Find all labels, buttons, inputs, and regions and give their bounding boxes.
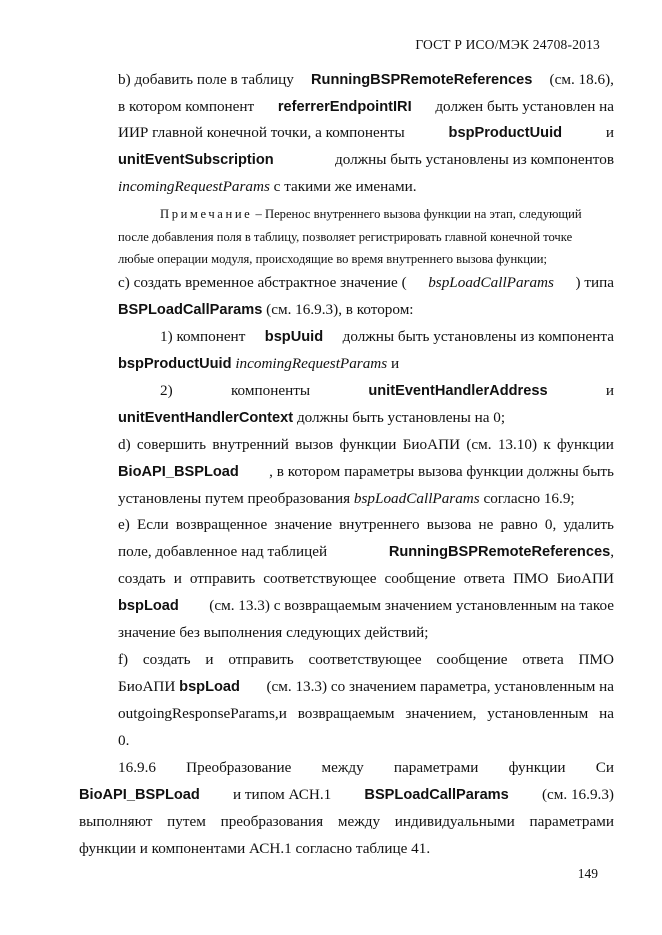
- text-line: [118, 97, 614, 117]
- word: и: [173, 570, 182, 587]
- term-bsp-load-call-params-type: BSPLoadCallParams: [118, 302, 263, 318]
- word: функции: [508, 759, 566, 776]
- note-label: Примечание: [160, 207, 253, 221]
- text-segment: должны быть установлены из компонента: [342, 328, 614, 345]
- term-incoming-request-params: incomingRequestParams: [231, 355, 388, 372]
- word: между: [337, 813, 381, 830]
- word: создать: [118, 570, 166, 587]
- standard-header: ГОСТ Р ИСО/МЭК 24708-2013: [415, 37, 600, 52]
- text-segment: , в котором параметры вызова функции должны быть: [269, 463, 614, 480]
- word: выполняют: [79, 813, 153, 830]
- text-segment: ) типа: [575, 274, 614, 291]
- text-line: [118, 650, 614, 670]
- text-line: [118, 569, 614, 589]
- word: соответствующее: [308, 651, 422, 668]
- word: Если: [136, 516, 169, 533]
- term-bspload: bspLoad: [118, 598, 179, 614]
- word: 0,: [544, 516, 557, 533]
- term-running-bsp-remote-references: RunningBSPRemoteReferences: [388, 544, 611, 560]
- term-bioapi-bspload: BioAPI_BSPLoad: [118, 464, 239, 480]
- word: соответствующее: [263, 570, 377, 587]
- word: внутреннего: [339, 516, 420, 533]
- text-line: [118, 515, 614, 535]
- term-referrer-endpoint-iri: referrerEndpointIRI: [277, 99, 412, 115]
- term-bsp-load-call-params: bspLoadCallParams: [353, 490, 480, 507]
- text-segment: компоненты: [230, 382, 311, 399]
- word: путем: [167, 813, 206, 830]
- page-number: 149: [577, 866, 598, 881]
- word: вызов: [295, 436, 334, 453]
- note-line: любые операции модуля, происходящие во время внутреннего вызова функции;: [118, 252, 548, 266]
- word: вызова: [426, 516, 472, 533]
- text-segment: и: [387, 355, 400, 372]
- word: ответа: [463, 570, 506, 587]
- text-segment: поле, добавленное над таблицей: [118, 543, 328, 560]
- word: f): [118, 651, 129, 668]
- text-line: [118, 677, 614, 697]
- text-segment: 1) компонент: [160, 328, 246, 345]
- text-line: [118, 70, 614, 90]
- term-unit-event-handler-address: unitEventHandlerAddress: [368, 383, 548, 399]
- text-segment: ,: [610, 543, 614, 560]
- note-line: после добавления поля в таблицу, позволяет регистрировать главной конечной точке: [118, 230, 573, 244]
- text-segment: должны быть установлены из компонентов: [334, 151, 614, 168]
- text-segment: и типом АСН.1: [233, 786, 332, 803]
- word: d): [118, 436, 131, 453]
- word: между: [321, 759, 364, 776]
- word: outgoingResponseParams,и: [118, 705, 287, 722]
- term-running-bsp-remote-references: RunningBSPRemoteReferences: [311, 72, 533, 88]
- word: и: [205, 651, 214, 668]
- text-line: [118, 435, 614, 455]
- text-line: [79, 785, 614, 805]
- text-segment: 2): [160, 382, 173, 399]
- term-bioapi-bspload: BioAPI_BSPLoad: [79, 787, 200, 803]
- text-line: [118, 150, 614, 170]
- text-segment: и: [605, 382, 614, 399]
- word: совершить: [136, 436, 207, 453]
- word: сообщение: [436, 651, 508, 668]
- text-line: [118, 273, 614, 293]
- word: преобразования: [220, 813, 324, 830]
- word: ПМО: [513, 570, 549, 587]
- text-line: [118, 354, 614, 374]
- word: отправить: [189, 570, 256, 587]
- text-segment: (см. 16.9.3): [541, 786, 614, 803]
- text-segment: (см. 16.9.3), в котором:: [262, 301, 414, 318]
- word: параметрами: [393, 759, 479, 776]
- word: установленным: [487, 705, 589, 722]
- text-segment: в котором компонент: [118, 98, 255, 115]
- text-line: [118, 300, 614, 320]
- word: удалить: [563, 516, 614, 533]
- term-unit-event-subscription: unitEventSubscription: [118, 152, 274, 168]
- text-line: [118, 123, 614, 143]
- word: функции: [556, 436, 614, 453]
- note-line: [160, 205, 614, 223]
- term-bspload: bspLoad: [179, 679, 240, 695]
- text-line: [160, 381, 614, 401]
- text-segment: – Перенос внутреннего вызова функции на этап, следующий: [252, 207, 582, 221]
- text-segment: должны быть установлены на 0;: [293, 409, 506, 426]
- text-segment: c) создать временное абстрактное значение (: [118, 274, 407, 291]
- text-line: [118, 489, 614, 509]
- text-line: [118, 177, 614, 197]
- word: Си: [595, 759, 614, 776]
- word: возвращаемым: [297, 705, 395, 722]
- text-segment: согласно 16.9;: [479, 490, 575, 507]
- word: на: [599, 705, 614, 722]
- term-incoming-request-params: incomingRequestParams: [118, 178, 270, 195]
- word: БиоАПИ: [402, 436, 461, 453]
- word: 13.10): [497, 436, 538, 453]
- term-bsp-product-uuid: bspProductUuid: [448, 125, 563, 141]
- text-segment: (см. 13.3) с возвращаемым значением установленным на такое: [209, 597, 614, 614]
- word: (см.: [466, 436, 492, 453]
- word: ответа: [522, 651, 564, 668]
- word: 16.9.6: [118, 759, 156, 776]
- word: внутренний: [212, 436, 289, 453]
- word: сообщение: [384, 570, 456, 587]
- word: индивидуальными: [394, 813, 515, 830]
- term-bsp-product-uuid: bspProductUuid: [118, 356, 232, 372]
- text-line: [118, 462, 614, 482]
- text-line: функции и компонентами АСН.1 согласно таблице 41.: [79, 840, 431, 857]
- text-line: 0.: [118, 732, 130, 749]
- term-bsp-load-call-params: bspLoadCallParams: [428, 274, 554, 291]
- text-line: [118, 408, 614, 428]
- word: функции: [339, 436, 397, 453]
- text-line: [79, 812, 614, 832]
- word: равно: [500, 516, 538, 533]
- text-line: [160, 327, 614, 347]
- word: Преобразование: [186, 759, 292, 776]
- word: значением,: [405, 705, 477, 722]
- word: возвращенное: [175, 516, 268, 533]
- term-bsp-uuid: bspUuid: [264, 329, 324, 345]
- text-segment: и: [605, 124, 614, 141]
- word: отправить: [228, 651, 294, 668]
- term-bsp-load-call-params-type: BSPLoadCallParams: [364, 787, 509, 803]
- term-unit-event-handler-context: unitEventHandlerContext: [118, 410, 294, 426]
- word: не: [478, 516, 494, 533]
- text-line: значение без выполнения следующих действий;: [118, 624, 429, 641]
- word: ПМО: [578, 651, 614, 668]
- text-segment: b) добавить поле в таблицу: [118, 71, 294, 88]
- text-segment: БиоАПИ: [118, 678, 180, 695]
- word: значение: [274, 516, 332, 533]
- word: e): [118, 516, 130, 533]
- text-line: [118, 596, 614, 616]
- text-segment: с такими же именами.: [269, 178, 417, 195]
- text-segment: (см. 18.6),: [549, 71, 614, 88]
- section-heading-line: [118, 758, 614, 778]
- text-segment: ИИР главной конечной точки, а компоненты: [118, 124, 405, 141]
- text-segment: (см. 13.3) со значением параметра, установленным на: [266, 678, 614, 695]
- word: параметрами: [529, 813, 614, 830]
- text-segment: установлены путем преобразования: [118, 490, 354, 507]
- text-line: [118, 704, 614, 724]
- word: БиоАПИ: [556, 570, 614, 587]
- word: создать: [142, 651, 191, 668]
- text-segment: должен быть установлен на: [435, 98, 614, 115]
- word: к: [543, 436, 551, 453]
- text-line: [118, 542, 614, 562]
